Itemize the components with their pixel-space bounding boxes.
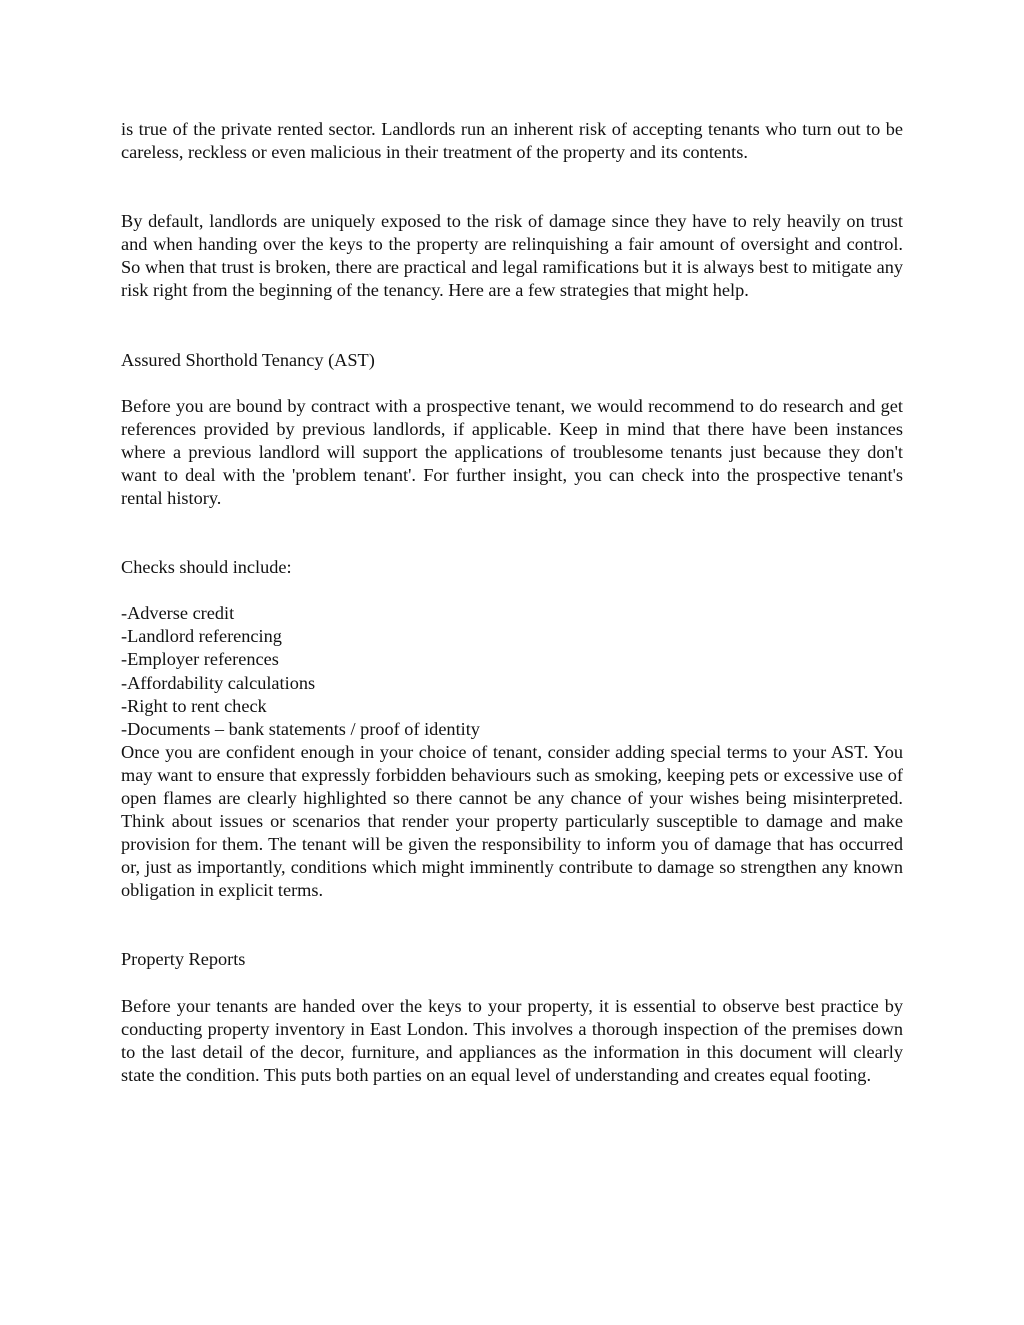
list-item: -Landlord referencing (121, 626, 282, 647)
special-terms-paragraph: Once you are confident enough in your choice of tenant, consider adding special terms to your AST. You may want to ensure that expressly forbidden behaviours such as smoking, keeping pets or excessive use of open flames are clearly highlighted so there cannot be any chance of your wishes being misinterpreted. Think about issues or scenarios that render your property particularly susceptible to damage and make provision for them. The tenant will be given the responsibility to inform you of damage that has occurred or, just as importantly, conditions which might imminently contribute to damage so strengthen any known obligation in explicit terms. (121, 741, 903, 901)
checks-intro: Checks should include: (121, 557, 292, 578)
list-item: -Right to rent check (121, 695, 267, 716)
spacer (121, 579, 903, 602)
default-risk-paragraph: By default, landlords are uniquely exposed to the risk of damage since they have to rely heavily on trust and when handing over the keys to the property are relinquishing a fair amount of oversight and control. So when that trust is broken, there are practical and legal ramifications but it is always best to mitigate any risk right from the beginning of the tenancy. Here are a few strategies that might help. (121, 211, 903, 301)
document-page (121, 118, 903, 1087)
spacer (121, 972, 903, 995)
intro-paragraph: is true of the private rented sector. Landlords run an inherent risk of accepting tenants who turn out to be careless, reckless or even malicious in their treatment of the property and its contents. (121, 119, 903, 163)
property-reports-paragraph: Before your tenants are handed over the keys to your property, it is essential to observe best practice by conducting property inventory in East London. This involves a thorough inspection of the premises down to the last detail of the decor, furniture, and appliances as the information in this document will clearly state the condition. This puts both parties on an equal level of understanding and creates equal footing. (121, 995, 903, 1085)
spacer (121, 372, 903, 395)
spacer (121, 303, 903, 349)
list-item: -Employer references (121, 649, 279, 670)
checks-list (121, 602, 903, 741)
ast-paragraph: Before you are bound by contract with a prospective tenant, we would recommend to do research and get references provided by previous landlords, if applicable. Keep in mind that there have been instances where a previous landlord will support the applications of troublesome tenants just because they don't want to deal with the 'problem tenant'. For further insight, you can check into the prospective tenant's rental history. (121, 395, 903, 509)
list-item: -Adverse credit (121, 603, 235, 624)
list-item: -Documents – bank statements / proof of identity (121, 718, 480, 739)
section-heading-ast: Assured Shorthold Tenancy (AST) (121, 349, 375, 370)
spacer (121, 164, 903, 210)
spacer (121, 510, 903, 556)
section-heading-reports: Property Reports (121, 949, 246, 970)
list-item: -Affordability calculations (121, 672, 316, 693)
spacer (121, 902, 903, 948)
